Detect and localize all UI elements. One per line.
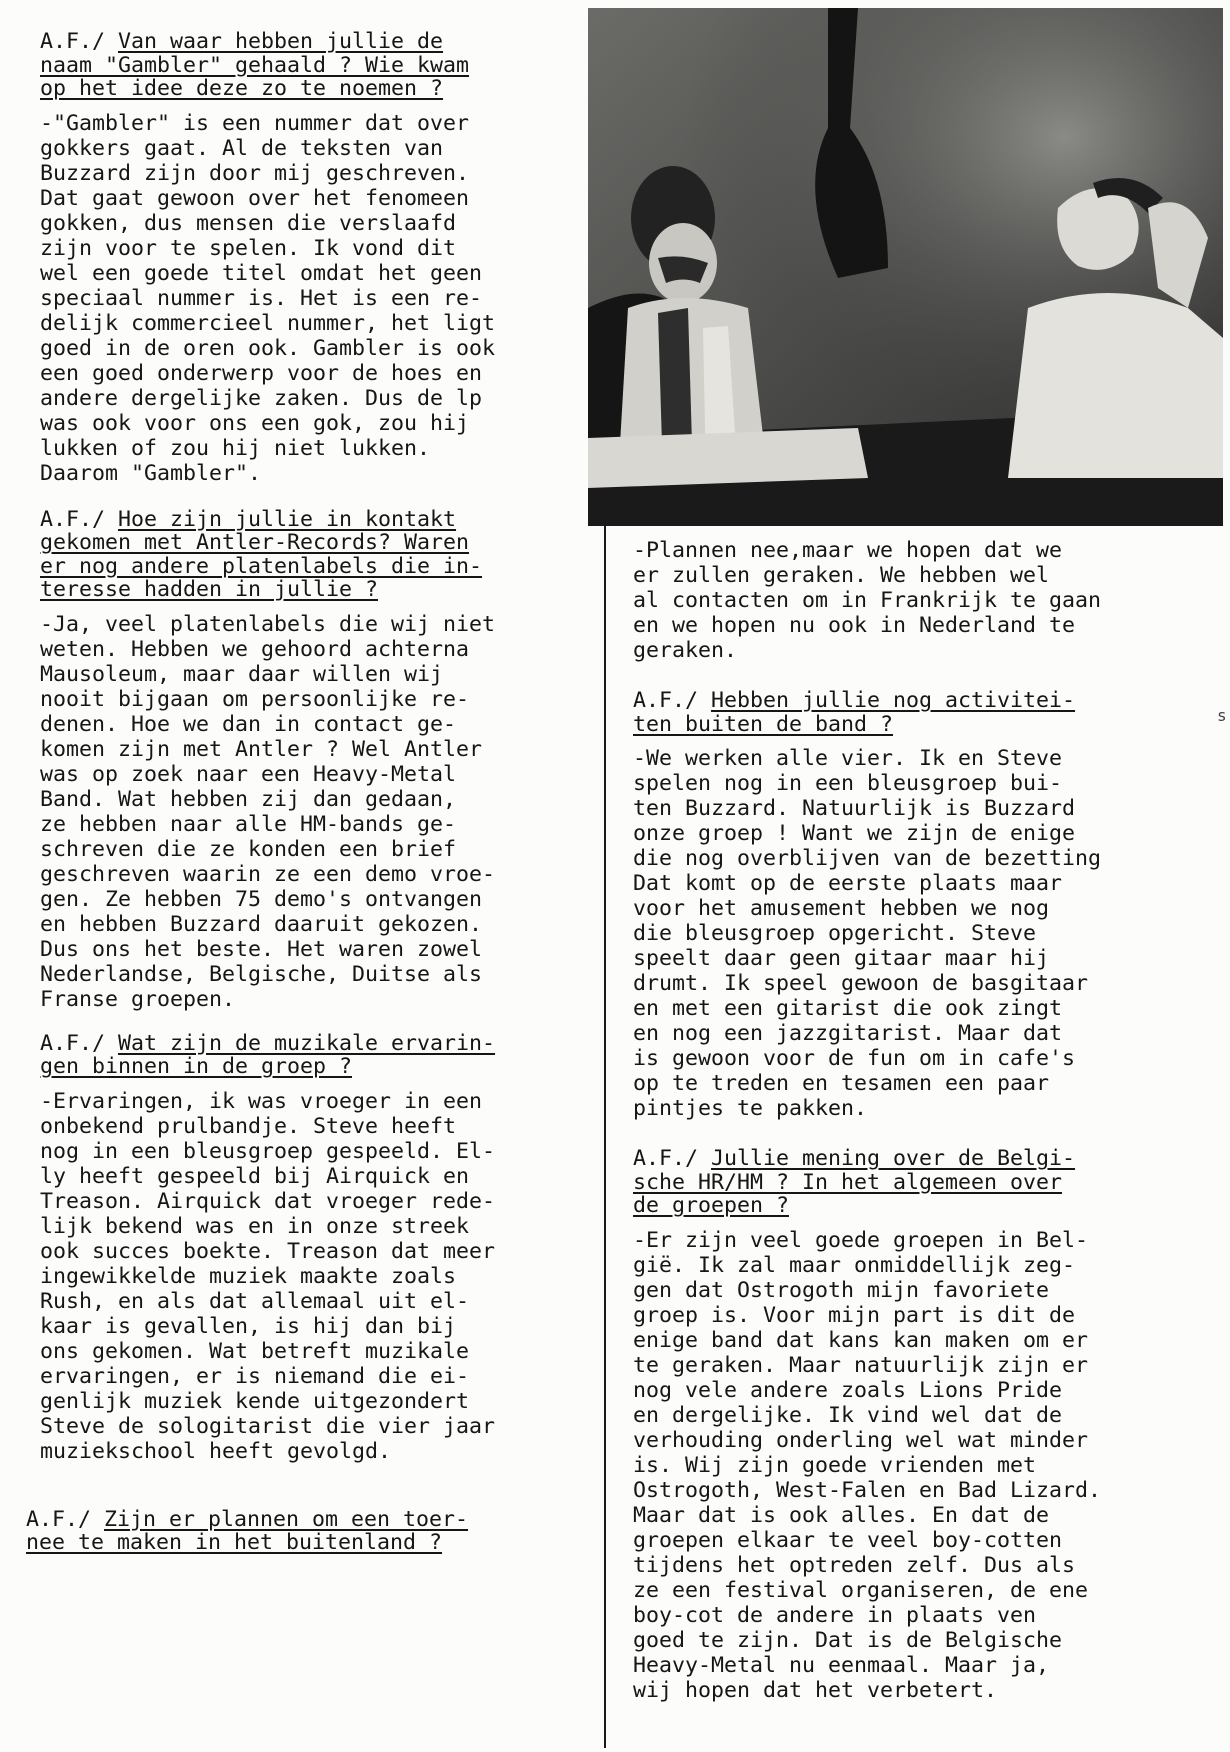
qa-block — [633, 1147, 1193, 1703]
answer: -"Gambler" is een nummer dat over gokkers gaat. Al de teksten van Buzzard zijn door mij geschreven. Dat gaat gewoon over het fenomeen gokken, dus mensen die verslaafd zijn voor te spelen. Ik vond dit wel een goede titel omdat het geen speciaal nummer is. Het is een re- delijk commercieel nummer, het ligt goed in de oren ook. Gambler is ook een goed onderwerp voor de hoes en andere dergelijke zaken. Dus de lp was ook voor ons een gok, zou hij lukken of zou hij niet lukken. Daarom "Gambler". — [40, 110, 496, 486]
question-text: Wat zijn de muzikale ervarin- gen binnen in de groep ? — [40, 1030, 496, 1079]
question-prefix: A.F./ — [26, 1506, 92, 1532]
band-photo-illustration — [588, 8, 1223, 526]
question — [40, 508, 590, 602]
qa-block — [40, 30, 590, 486]
qa-block — [40, 508, 590, 1012]
answer: -Ervaringen, ik was vroeger in een onbekend prulbandje. Steve heeft nog in een bleusgroep gespeeld. El- ly heeft gespeeld bij Airquick en Treason. Airquick dat vroeger rede- lijk bekend was en in onze streek ook succes boekte. Treason dat meer ingewikkelde muziek maakte zoals Rush, en als dat allemaal uit el- kaar is gevallen, is hij dan bij ons gekomen. Wat betreft muzikale ervaringen, er is niemand die ei- genlijk muziek kende uitgezondert Steve de sologitarist die vier jaar muziekschool heeft gevolgd. — [40, 1088, 496, 1464]
question-text: Van waar hebben jullie de naam "Gambler" gehaald ? Wie kwam op het idee deze zo te noemen ? — [40, 29, 470, 101]
question — [26, 1508, 590, 1555]
right-column — [633, 538, 1193, 1703]
answer: -We werken alle vier. Ik en Steve spelen nog in een bleusgroep bui- ten Buzzard. Natuurlijk is Buzzard onze groep ! Want we zijn de enige die nog overblijven van de bezetting Dat komt op de eerste plaats maar voor het amusement hebben we nog die bleusgroep opgericht. Steve speelt daar geen gitaar maar hij drumt. Ik speel gewoon de basgitaar en met een gitarist die ook zingt en nog een jazzgitarist. Maar dat is gewoon voor de fun om in cafe's op te treden en tesamen een paar pintjes te pakken. — [633, 746, 1102, 1121]
question-text: Zijn er plannen om een toer- nee te maken in het buitenland ? — [26, 1506, 469, 1555]
left-column — [26, 29, 590, 1565]
question — [633, 1147, 1193, 1218]
question-prefix: A.F./ — [633, 1146, 699, 1171]
question-prefix: A.F./ — [40, 506, 106, 532]
edge-mark: s — [1217, 706, 1227, 725]
question-prefix: A.F./ — [40, 1030, 106, 1056]
qa-block — [26, 1508, 590, 1555]
question — [40, 30, 590, 101]
answer: -Ja, veel platenlabels die wij niet weten. Hebben we gehoord achterna Mausoleum, maar daar willen wij nooit bijgaan om persoonlijke re- denen. Hoe we dan in contact ge- komen zijn met Antler ? Wel Antler was op zoek naar een Heavy-Metal Band. Wat hebben zij dan gedaan, ze hebben naar alle HM-bands ge- schreven die ze konden een brief geschreven waarin ze een demo vroe- gen. Ze hebben 75 demo's ontvangen en hebben Buzzard daaruit gekozen. Dus ons het beste. Het waren zowel Nederlandse, Belgische, Duitse als Franse groepen. — [40, 611, 496, 1012]
question-text: Jullie mening over de Belgi- sche HR/HM ? In het algemeen over de groepen ? — [633, 1146, 1076, 1218]
question-prefix: A.F./ — [40, 29, 106, 54]
answer: -Plannen nee,maar we hopen dat we er zullen geraken. We hebben wel al contacten om in Frankrijk te gaan en we hopen nu ook in Nederland te geraken. — [633, 538, 1102, 663]
question-text: Hoe zijn jullie in kontakt gekomen met Antler-Records? Waren er nog andere platenlabels die in- teresse hadden in jullie ? — [40, 506, 483, 602]
question-prefix: A.F./ — [633, 688, 699, 713]
column-divider — [604, 526, 606, 1748]
answer: -Er zijn veel goede groepen in Bel- gië. Ik zal maar onmiddellijk zeg- gen dat Ostrogoth mijn favoriete groep is. Voor mijn part is dit de enige band dat kans kan maken om er te geraken. Maar natuurlijk zijn er nog vele andere zoals Lions Pride en dergelijke. Ik vind wel dat de verhouding onderling wel wat minder is. Wij zijn goede vrienden met Ostrogoth, West-Falen en Bad Lizard. Maar dat is ook alles. En dat de groepen elkaar te veel boy-cotten tijdens het optreden zelf. Dus als ze een festival organiseren, de ene boy-cot de andere in plaats ven goed te zijn. Dat is de Belgische Heavy-Metal nu eenmaal. Maar ja, wij hopen dat het verbetert. — [633, 1227, 1102, 1703]
question — [40, 1032, 590, 1079]
question-text: Hebben jullie nog activitei- ten buiten de band ? — [633, 688, 1076, 737]
question — [633, 689, 1193, 736]
qa-block — [633, 538, 1193, 663]
band-photo — [588, 8, 1223, 526]
qa-block — [40, 1032, 590, 1464]
qa-block — [633, 689, 1193, 1121]
